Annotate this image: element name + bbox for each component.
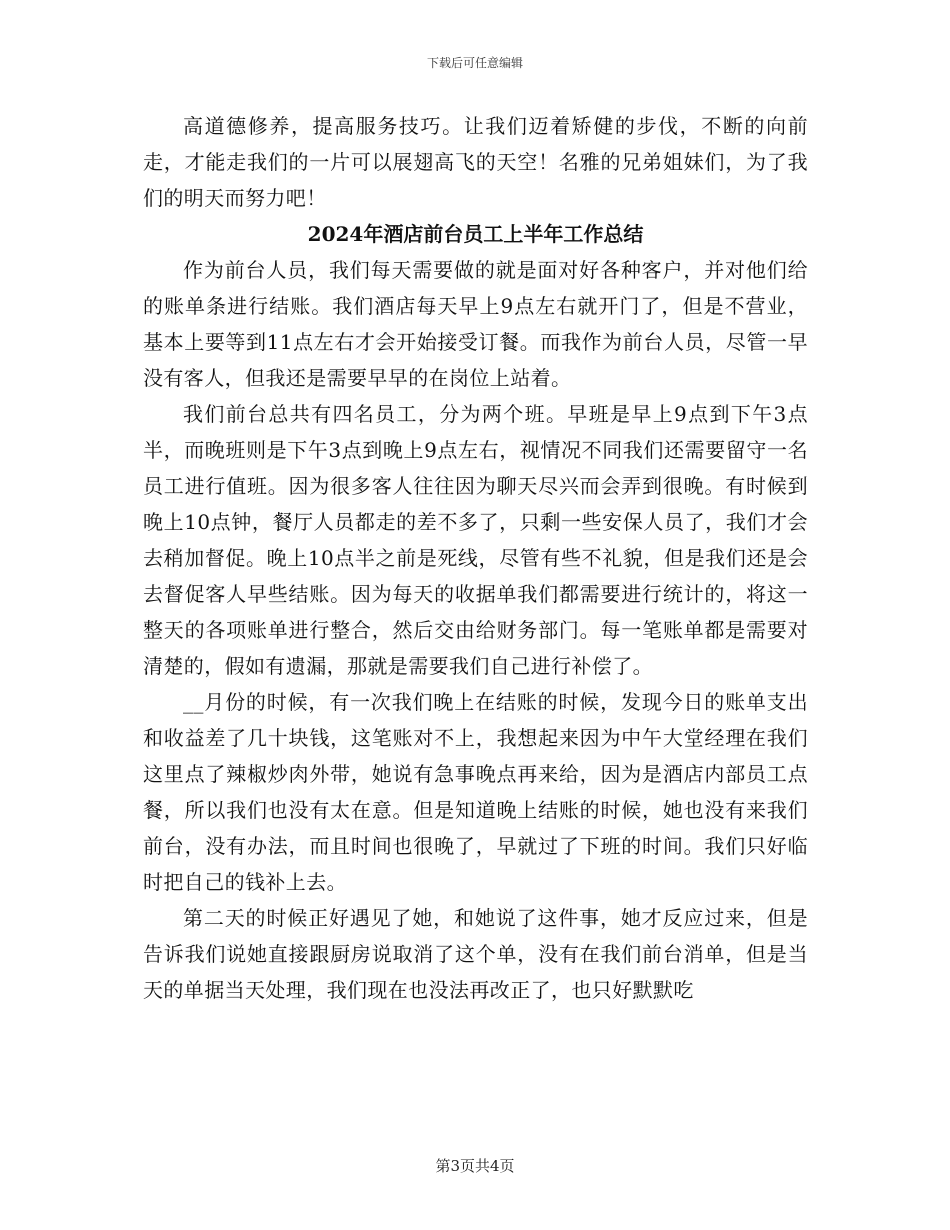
paragraph-4: 第二天的时候正好遇见了她，和她说了这件事，她才反应过来，但是告诉我们说她直接跟厨房说取消了这个单，没有在我们前台消单，但是当天的单据当天处理，我们现在也没法再改正了，也只好默默吃: [143, 906, 808, 1002]
page-number: 第3页共4页: [435, 1157, 515, 1175]
page-header-note: 下载后可任意编辑: [426, 56, 523, 70]
paragraph-2: 我们前台总共有四名员工，分为两个班。早班是早上9点到下午3点半，而晚班则是下午3点到晚上9点左右，视情况不同我们还需要留守一名员工进行值班。因为很多客人往往因为聊天尽兴而会弄到很晚。有时候到晚上10点钟，餐厅人员都走的差不多了，只剩一些安保人员了，我们才会去稍加督促。晚上10点半之前是死线，尽管有些不礼貌，但是我们还是会去督促客人早些结账。因为每天的收据单我们都需要进行统计的，将这一整天的各项账单进行整合，然后交由给财务部门。每一笔账单都是需要对清楚的，假如有遗漏，那就是需要我们自己进行补偿了。: [143, 402, 808, 678]
document-title: 2024年酒店前台员工上半年工作总结: [307, 222, 644, 246]
intro-paragraph: 高道德修养，提高服务技巧。让我们迈着矫健的步伐，不断的向前走，才能走我们的一片可以展翅高飞的天空！名雅的兄弟姐妹们，为了我们的明天而努力吧！: [143, 114, 808, 210]
document-body: [143, 108, 808, 1008]
paragraph-3: __月份的时候，有一次我们晚上在结账的时候，发现今日的账单支出和收益差了几十块钱，这笔账对不上，我想起来因为中午大堂经理在我们这里点了辣椒炒肉外带，她说有急事晚点再来给，因为是酒店内部员工点餐，所以我们也没有太在意。但是知道晚上结账的时候，她也没有来我们前台，没有办法，而且时间也很晚了，早就过了下班的时间。我们只好临时把自己的钱补上去。: [143, 690, 808, 894]
paragraph-1: 作为前台人员，我们每天需要做的就是面对好各种客户，并对他们给的账单条进行结账。我们酒店每天早上9点左右就开门了，但是不营业，基本上要等到11点左右才会开始接受订餐。而我作为前台人员，尽管一早没有客人，但我还是需要早早的在岗位上站着。: [143, 258, 808, 390]
